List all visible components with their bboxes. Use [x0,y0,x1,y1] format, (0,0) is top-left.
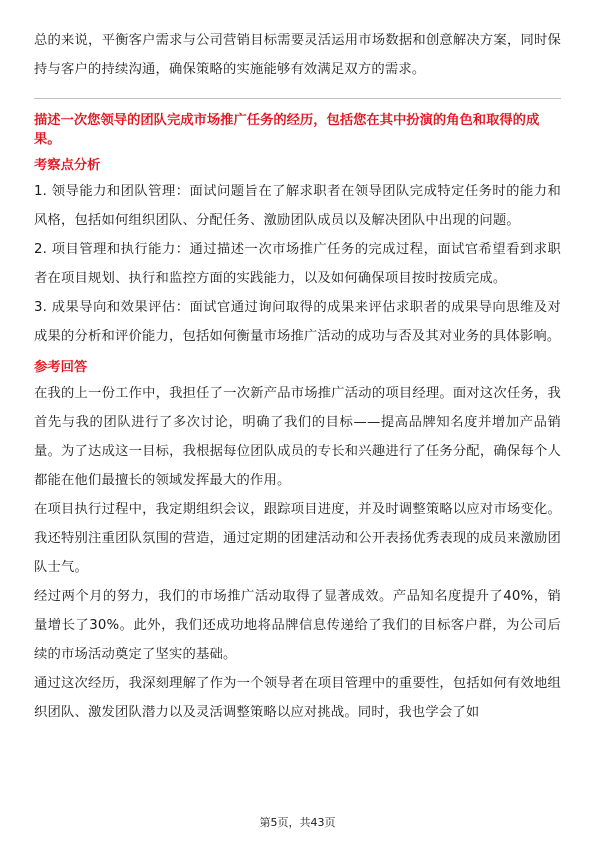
question-title: 描述一次您领导的团队完成市场推广任务的经历，包括您在其中扮演的角色和取得的成果。 [34,113,540,147]
analysis-point: 3. 成果导向和效果评估：面试官通过询问取得的成果来评估求职者的成果导向思维及对成果的分析和评价能力，包括如何衡量市场推广活动的成功与否及其对业务的具体影响。 [34,300,561,344]
analysis-point: 2. 项目管理和执行能力：通过描述一次市场推广任务的完成过程，面试官希望看到求职者在项目规划、执行和监控方面的实践能力，以及如何确保项目按时按质完成。 [34,242,561,286]
analysis-heading: 考察点分析 [34,158,101,173]
answer-heading: 参考回答 [34,360,88,375]
analysis-point: 1. 领导能力和团队管理：面试问题旨在了解求职者在领导团队完成特定任务时的能力和风格，包括如何组织团队、分配任务、激励团队成员以及解决团队中出现的问题。 [34,184,561,228]
answer-paragraph: 在项目执行过程中，我定期组织会议，跟踪项目进度，并及时调整策略以应对市场变化。我还特别注重团队氛围的营造，通过定期的团建活动和公开表扬优秀表现的成员来激励团队士气。 [34,502,561,575]
intro-paragraph: 总的来说，平衡客户需求与公司营销目标需要灵活运用市场数据和创意解决方案，同时保持与客户的持续沟通，确保策略的实施能够有效满足双方的需求。 [34,33,561,77]
section-divider [34,98,561,99]
page-content [34,26,561,727]
answer-body [34,379,561,727]
page-number: 第5页，共43页 [259,816,336,829]
answer-paragraph: 通过这次经历，我深刻理解了作为一个领导者在项目管理中的重要性，包括如何有效地组织团队、激发团队潜力以及灵活调整策略以应对挑战。同时，我也学会了如 [34,676,561,720]
answer-paragraph: 经过两个月的努力，我们的市场推广活动取得了显著成效。产品知名度提升了40%，销量增长了30%。此外，我们还成功地将品牌信息传递给了我们的目标客户群，为公司后续的市场活动奠定了坚实的基础。 [34,589,561,662]
answer-paragraph: 在我的上一份工作中，我担任了一次新产品市场推广活动的项目经理。面对这次任务，我首先与我的团队进行了多次讨论，明确了我们的目标——提高品牌知名度并增加产品销量。为了达成这一目标，我根据每位团队成员的专长和兴趣进行了任务分配，确保每个人都能在他们最擅长的领域发挥最大的作用。 [34,386,561,488]
analysis-list [34,177,561,351]
